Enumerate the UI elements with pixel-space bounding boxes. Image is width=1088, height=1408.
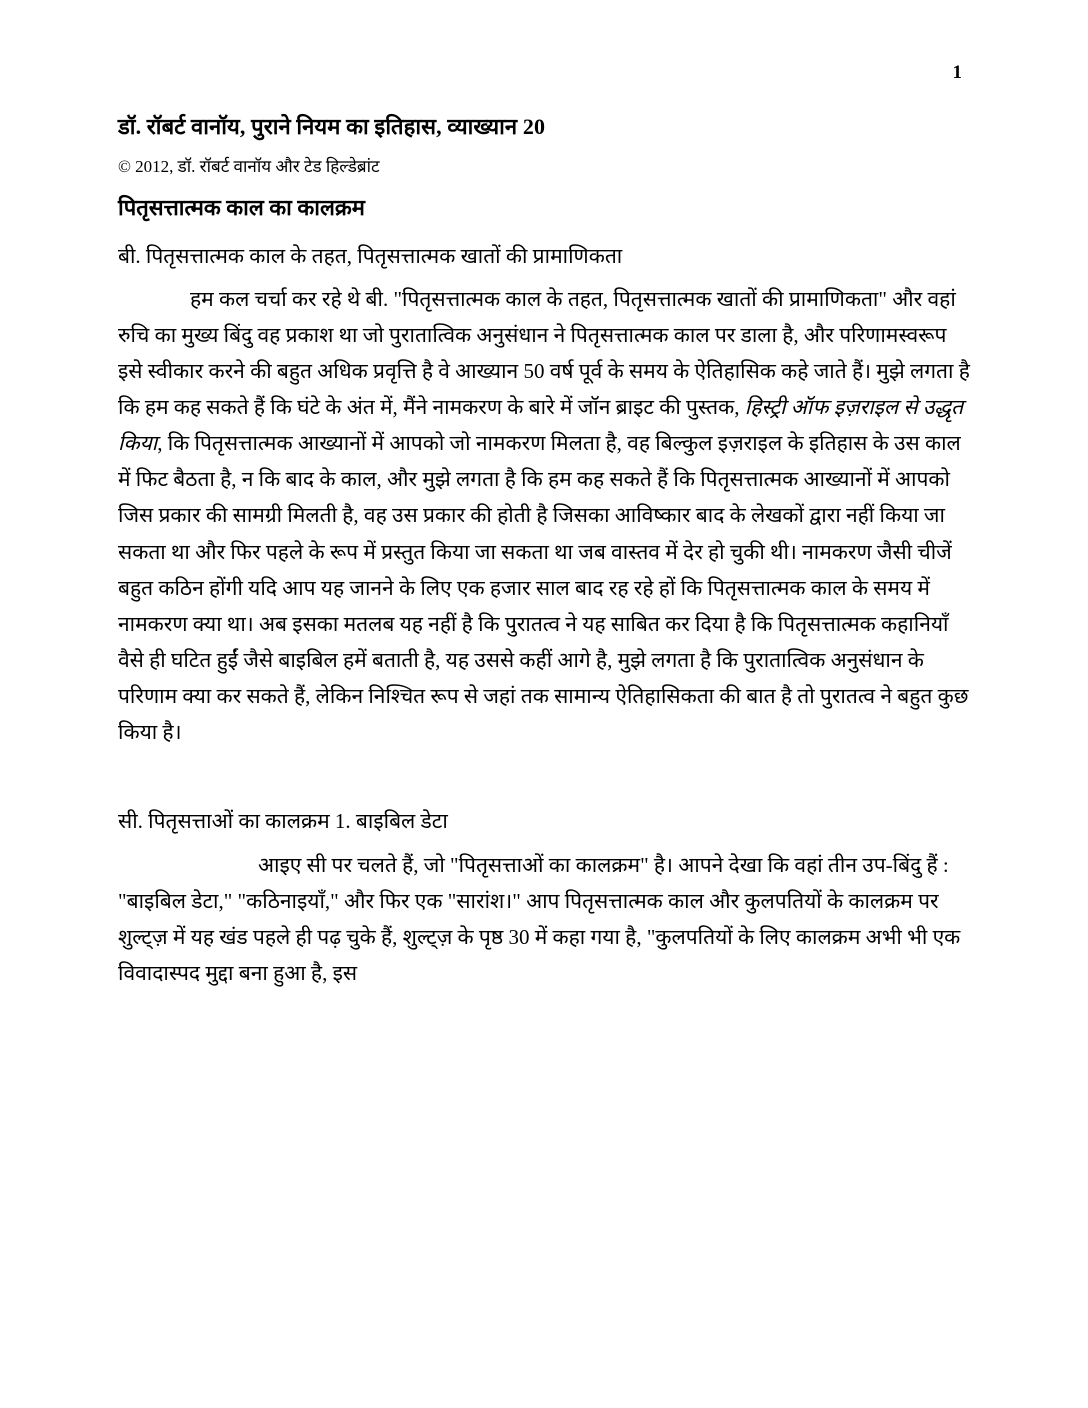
page-title: डॉ. रॉबर्ट वानॉय, पुराने नियम का इतिहास, व्याख्यान 20: [118, 114, 546, 139]
paragraph-1-text-b: , कि पितृसत्तात्मक आख्यानों में आपको जो नामकरण मिलता है, वह बिल्कुल इज़राइल के इतिहास के उस काल में फिट बैठता है, न कि बाद के काल, और मुझे लगता है कि हम कह सकते हैं कि पितृसत्तात्मक आख्यानों में आपको जिस प्रकार की सामग्री मिलती है, वह उस प्रकार की होती है जिसका आविष्कार बाद के लेखकों द्वारा नहीं किया जा सकता था और फिर पहले के रूप में प्रस्तुत किया जा सकता था जब वास्तव में देर हो चुकी थी। नामकरण जैसी चीजें बहुत कठिन होंगी यदि आप यह जानने के लिए एक हजार साल बाद रह रहे हों कि पितृसत्तात्मक काल के समय में नामकरण क्या था। अब इसका मतलब यह नहीं है कि पुरातत्व ने यह साबित कर दिया है कि पितृसत्तात्मक कहानियाँ वैसे ही घटित हुईं जैसे बाइबिल हमें बताती है, यह उससे कहीं आगे है, मुझे लगता है कि पुरातात्विक अनुसंधान के परिणाम क्या कर सकते हैं, लेकिन निश्चित रूप से जहां तक सामान्य ऐतिहासिकता की बात है तो पुरातत्व ने बहुत कुछ किया है।: [118, 431, 969, 745]
copyright-line: © 2012, डॉ. रॉबर्ट वानॉय और टेड हिल्डेब्रांट: [118, 157, 380, 177]
body-paragraph-1: [118, 281, 970, 750]
page-number: 1: [952, 62, 962, 83]
section-heading: पितृसत्तात्मक काल का कालक्रम: [118, 195, 365, 221]
paragraph-1-book-title: हिस्ट्री ऑफ इज़राइल से उद्धृत किया: [118, 395, 964, 456]
paragraph-1-text-a: हम कल चर्चा कर रहे थे बी. "पितृसत्तात्मक काल के तहत, पितृसत्तात्मक खातों की प्रामाणिकता" और वहां रुचि का मुख्य बिंदु वह प्रकाश था जो पुरातात्विक अनुसंधान ने पितृसत्तात्मक काल पर डाला है, और परिणामस्वरूप इसे स्वीकार करने की बहुत अधिक प्रवृत्ति है वे आख्यान 50 वर्ष पूर्व के समय के ऐतिहासिक कहे जाते हैं। मुझे लगता है कि हम कह सकते हैं कि घंटे के अंत में, मैंने नामकरण के बारे में जॉन ब्राइट की पुस्तक,: [118, 286, 970, 420]
paragraph-spacer: [118, 771, 970, 805]
lead-line: बी. पितृसत्तात्मक काल के तहत, पितृसत्तात्मक खातों की प्रामाणिकता: [118, 244, 623, 269]
subsection-heading: सी. पितृसत्ताओं का कालक्रम 1. बाइबिल डेटा: [118, 809, 448, 834]
body-paragraph-2: आइए सी पर चलते हैं, जो "पितृसत्ताओं का कालक्रम" है। आपने देखा कि वहां तीन उप-बिंदु हैं : "बाइबिल डेटा," "कठिनाइयाँ," और फिर एक "सारांश।" आप पितृसत्तात्मक काल और कुलपतियों के कालक्रम पर शुल्ट्ज़ में यह खंड पहले ही पढ़ चुके हैं, शुल्ट्ज़ के पृष्ठ 30 में कहा गया है, "कुलपतियों के लिए कालक्रम अभी भी एक विवादास्पद मुद्दा बना हुआ है, इस: [118, 852, 961, 986]
